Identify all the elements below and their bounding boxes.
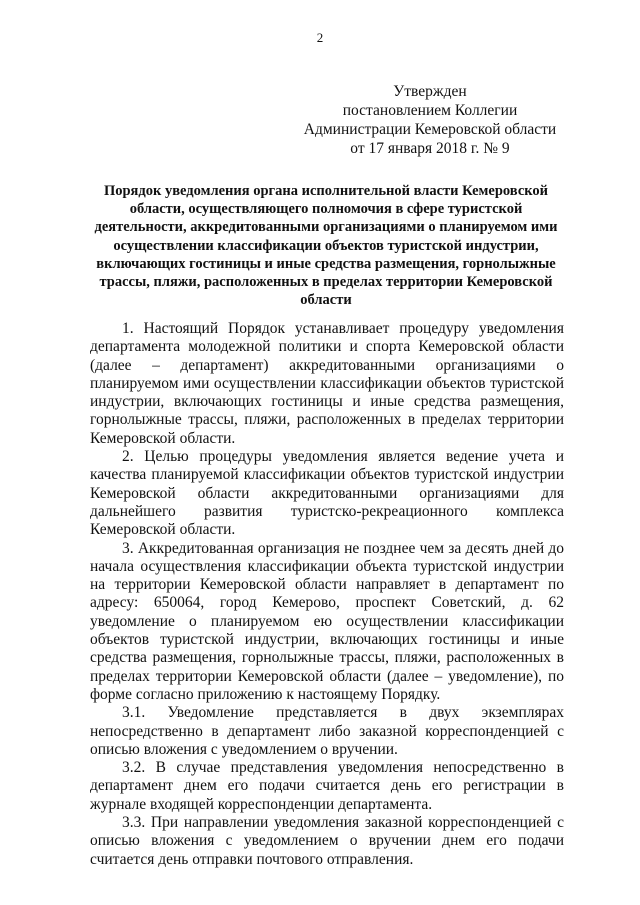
approval-block xyxy=(300,82,560,158)
paragraph-3-3: 3.3. При направлении уведомления заказной корреспонденцией с описью вложения с уведомлением о вручении днем его подачи считается день отправки почтового отправления. xyxy=(90,814,564,868)
paragraph-3: 3. Аккредитованная организация не позднее чем за десять дней до начала осуществления классификации объекта туристской индустрии на территории Кемеровской области направляет в департамент по адресу: 650064, город Кемерово, проспект Советский, д. 62 уведомление о планируемом ею осуществлении классификации объектов туристской индустрии, включающих гостиницы и иные средства размещения, горнолыжные трассы, пляжи, расположенных в пределах территории Кемеровской области (далее – уведомление), по форме согласно приложению к настоящему Порядку. xyxy=(90,539,564,703)
document-title: Порядок уведомления органа исполнительной власти Кемеровской области, осуществляющего полномочия в сфере туристской деятельности, аккредитованными организациями о планируемом ими осуществлении классификации объектов туристской индустрии, включающих гостиницы и иные средства размещения, горнолыжные трассы, пляжи, расположенных в пределах территории Кемеровской области xyxy=(94,183,558,309)
document-body xyxy=(90,320,564,869)
approval-line: Администрации Кемеровской области xyxy=(303,121,557,138)
paragraph-1: 1. Настоящий Порядок устанавливает процедуру уведомления департамента молодежной политики и спорта Кемеровской области (далее – департамент) аккредитованными организациями о планируемом ими осуществлении классификации объектов туристской индустрии, включающих гостиницы и иные средства размещения, горнолыжные трассы, пляжи, расположенных в пределах территории Кемеровской области. xyxy=(90,320,564,447)
approval-line: от 17 января 2018 г. № 9 xyxy=(350,140,510,157)
approval-line: постановлением Коллегии xyxy=(342,102,518,119)
approval-line: Утвержден xyxy=(393,83,467,100)
paragraph-3-2: 3.2. В случае представления уведомления непосредственно в департамент днем его подачи считается день его регистрации в журнале входящей корреспонденции департамента. xyxy=(90,759,564,813)
paragraph-2: 2. Целью процедуры уведомления является ведение учета и качества планируемой классификации объектов туристской индустрии Кемеровской области аккредитованными организациями для дальнейшего развития туристско-рекреационного комплекса Кемеровской области. xyxy=(90,448,564,539)
page-number: 2 xyxy=(316,30,324,45)
paragraph-3-1: 3.1. Уведомление представляется в двух экземплярах непосредственно в департамент либо заказной корреспонденцией с описью вложения с уведомлением о вручении. xyxy=(90,704,564,758)
